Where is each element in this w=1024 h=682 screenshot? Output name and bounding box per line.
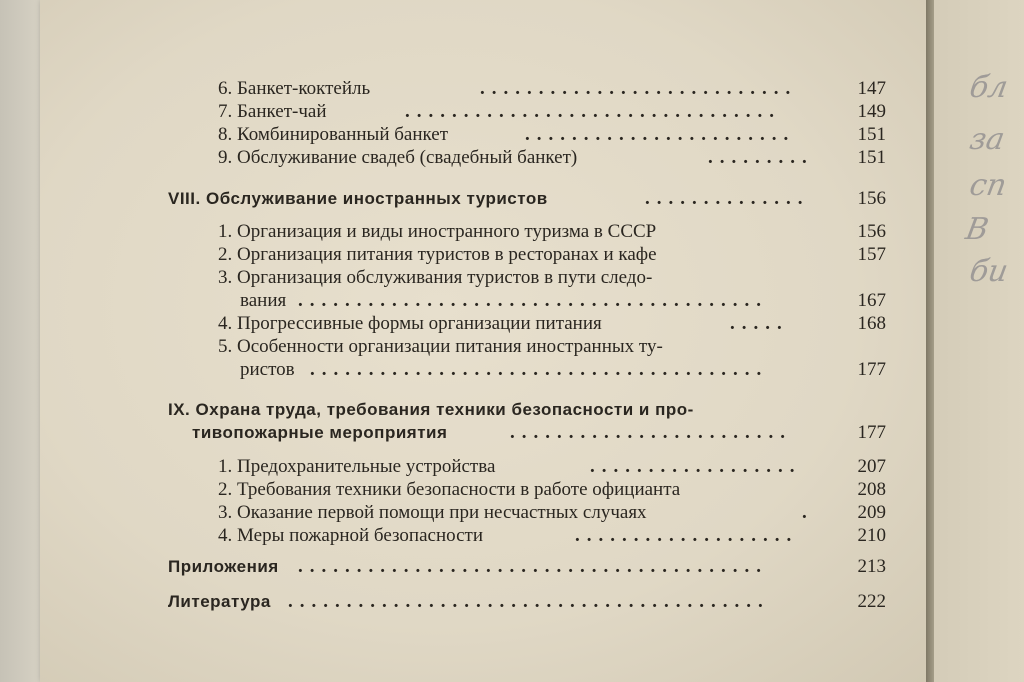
toc-page-number: 157 bbox=[857, 244, 886, 265]
toc-title: Банкет-коктейль bbox=[237, 78, 371, 99]
chapter-title: Охрана труда, требования техники безопасности и про- bbox=[195, 400, 694, 419]
toc-page-number: 151 bbox=[857, 124, 886, 145]
dot-leader: .................. bbox=[590, 456, 802, 477]
toc-title: Банкет-чай bbox=[237, 101, 327, 122]
dot-leader: . bbox=[802, 502, 814, 523]
toc-title-continuation: ристов bbox=[240, 359, 295, 380]
toc-page-number: 210 bbox=[857, 525, 886, 546]
toc-page-number: 156 bbox=[857, 188, 886, 209]
toc-number: 5. bbox=[218, 336, 233, 357]
dot-leader: ......................................... bbox=[288, 591, 770, 612]
dot-leader: ........................................ bbox=[298, 290, 768, 311]
toc-number: 8. bbox=[218, 124, 233, 145]
toc-page-number: 208 bbox=[857, 479, 886, 500]
toc-page-number: 177 bbox=[857, 359, 886, 380]
dot-leader: .............. bbox=[645, 188, 810, 209]
toc-title: Особенности организации питания иностранных ту- bbox=[237, 336, 663, 357]
toc-number: 6. bbox=[218, 78, 233, 99]
toc-chapter-continuation bbox=[40, 421, 928, 445]
toc-title: Меры пожарной безопасности bbox=[237, 525, 483, 546]
toc-chapter bbox=[40, 398, 928, 422]
toc-number: 2. bbox=[218, 244, 233, 265]
handwritten-note: за bbox=[966, 122, 1008, 157]
dot-leader: ........................ bbox=[510, 422, 792, 443]
toc-entry-continuation bbox=[40, 358, 928, 382]
toc-number: 3. bbox=[218, 502, 233, 523]
toc-title: Организация обслуживания туристов в пути следо- bbox=[237, 267, 653, 288]
toc-page-number: 149 bbox=[857, 101, 886, 122]
toc-entry bbox=[40, 478, 928, 502]
toc-page-number: 209 bbox=[857, 502, 886, 523]
toc-entry bbox=[40, 77, 928, 101]
handwritten-note: би bbox=[966, 254, 1011, 289]
handwritten-note: В bbox=[962, 212, 992, 247]
handwritten-note: сп bbox=[966, 168, 1010, 203]
toc-entry bbox=[40, 335, 928, 359]
dot-leader: ..... bbox=[730, 313, 789, 334]
chapter-title: Обслуживание иностранных туристов bbox=[205, 189, 548, 208]
toc-number: 4. bbox=[218, 525, 233, 546]
book-page bbox=[40, 0, 928, 682]
toc-entry bbox=[40, 243, 928, 267]
toc-entry bbox=[40, 220, 928, 244]
toc-number: 3. bbox=[218, 267, 233, 288]
toc-page-number: 207 bbox=[857, 456, 886, 477]
toc-appendix bbox=[40, 590, 928, 614]
chapter-number: VIII. bbox=[168, 189, 201, 208]
toc-entry bbox=[40, 501, 928, 525]
toc-page-number: 213 bbox=[857, 556, 886, 577]
toc-number: 1. bbox=[218, 456, 233, 477]
toc-page-number: 147 bbox=[857, 78, 886, 99]
toc-title: Требования техники безопасности в работе официанта bbox=[237, 479, 681, 500]
dot-leader: ....................................... bbox=[310, 359, 769, 380]
chapter-title-continuation: тивопожарные мероприятия bbox=[192, 423, 448, 442]
toc-appendix bbox=[40, 555, 928, 579]
page-edge bbox=[926, 0, 934, 682]
toc-number: 7. bbox=[218, 101, 233, 122]
toc-chapter bbox=[40, 187, 928, 211]
toc-title: Организация и виды иностранного туризма в СССР bbox=[237, 221, 657, 242]
appendix-title: Приложения bbox=[168, 557, 279, 576]
toc-page-number: 167 bbox=[857, 290, 886, 311]
toc-title: Предохранительные устройства bbox=[237, 456, 496, 477]
toc-page-number: 168 bbox=[857, 313, 886, 334]
dot-leader: ........................................ bbox=[298, 556, 768, 577]
toc-page-number: 151 bbox=[857, 147, 886, 168]
toc-page-number: 156 bbox=[857, 221, 886, 242]
toc-entry bbox=[40, 123, 928, 147]
toc-title-continuation: вания bbox=[240, 290, 287, 311]
dot-leader: ....................... bbox=[525, 124, 796, 145]
toc-entry bbox=[40, 524, 928, 548]
chapter-number: IX. bbox=[168, 400, 191, 419]
dot-leader: ................... bbox=[575, 525, 799, 546]
handwritten-note: бл bbox=[966, 70, 1011, 105]
toc-title: Организация питания туристов в ресторанах и кафе bbox=[237, 244, 657, 265]
toc-entry-continuation bbox=[40, 289, 928, 313]
toc-number: 1. bbox=[218, 221, 233, 242]
toc-page-number: 222 bbox=[857, 591, 886, 612]
toc-entry bbox=[40, 146, 928, 170]
dot-leader: ................................ bbox=[405, 101, 781, 122]
toc-number: 2. bbox=[218, 479, 233, 500]
toc-number: 4. bbox=[218, 313, 233, 334]
toc-number: 9. bbox=[218, 147, 233, 168]
toc-entry bbox=[40, 312, 928, 336]
toc-title: Комбинированный банкет bbox=[237, 124, 448, 145]
toc-entry bbox=[40, 266, 928, 290]
toc-entry bbox=[40, 455, 928, 479]
toc-title: Оказание первой помощи при несчастных случаях bbox=[237, 502, 647, 523]
dot-leader: ........................... bbox=[480, 78, 798, 99]
toc-entry bbox=[40, 100, 928, 124]
toc-title: Обслуживание свадеб (свадебный банкет) bbox=[237, 147, 578, 168]
toc-page-number: 177 bbox=[857, 422, 886, 443]
dot-leader: ......... bbox=[708, 147, 814, 168]
appendix-title: Литература bbox=[168, 592, 271, 611]
toc-title: Прогрессивные формы организации питания bbox=[237, 313, 602, 334]
